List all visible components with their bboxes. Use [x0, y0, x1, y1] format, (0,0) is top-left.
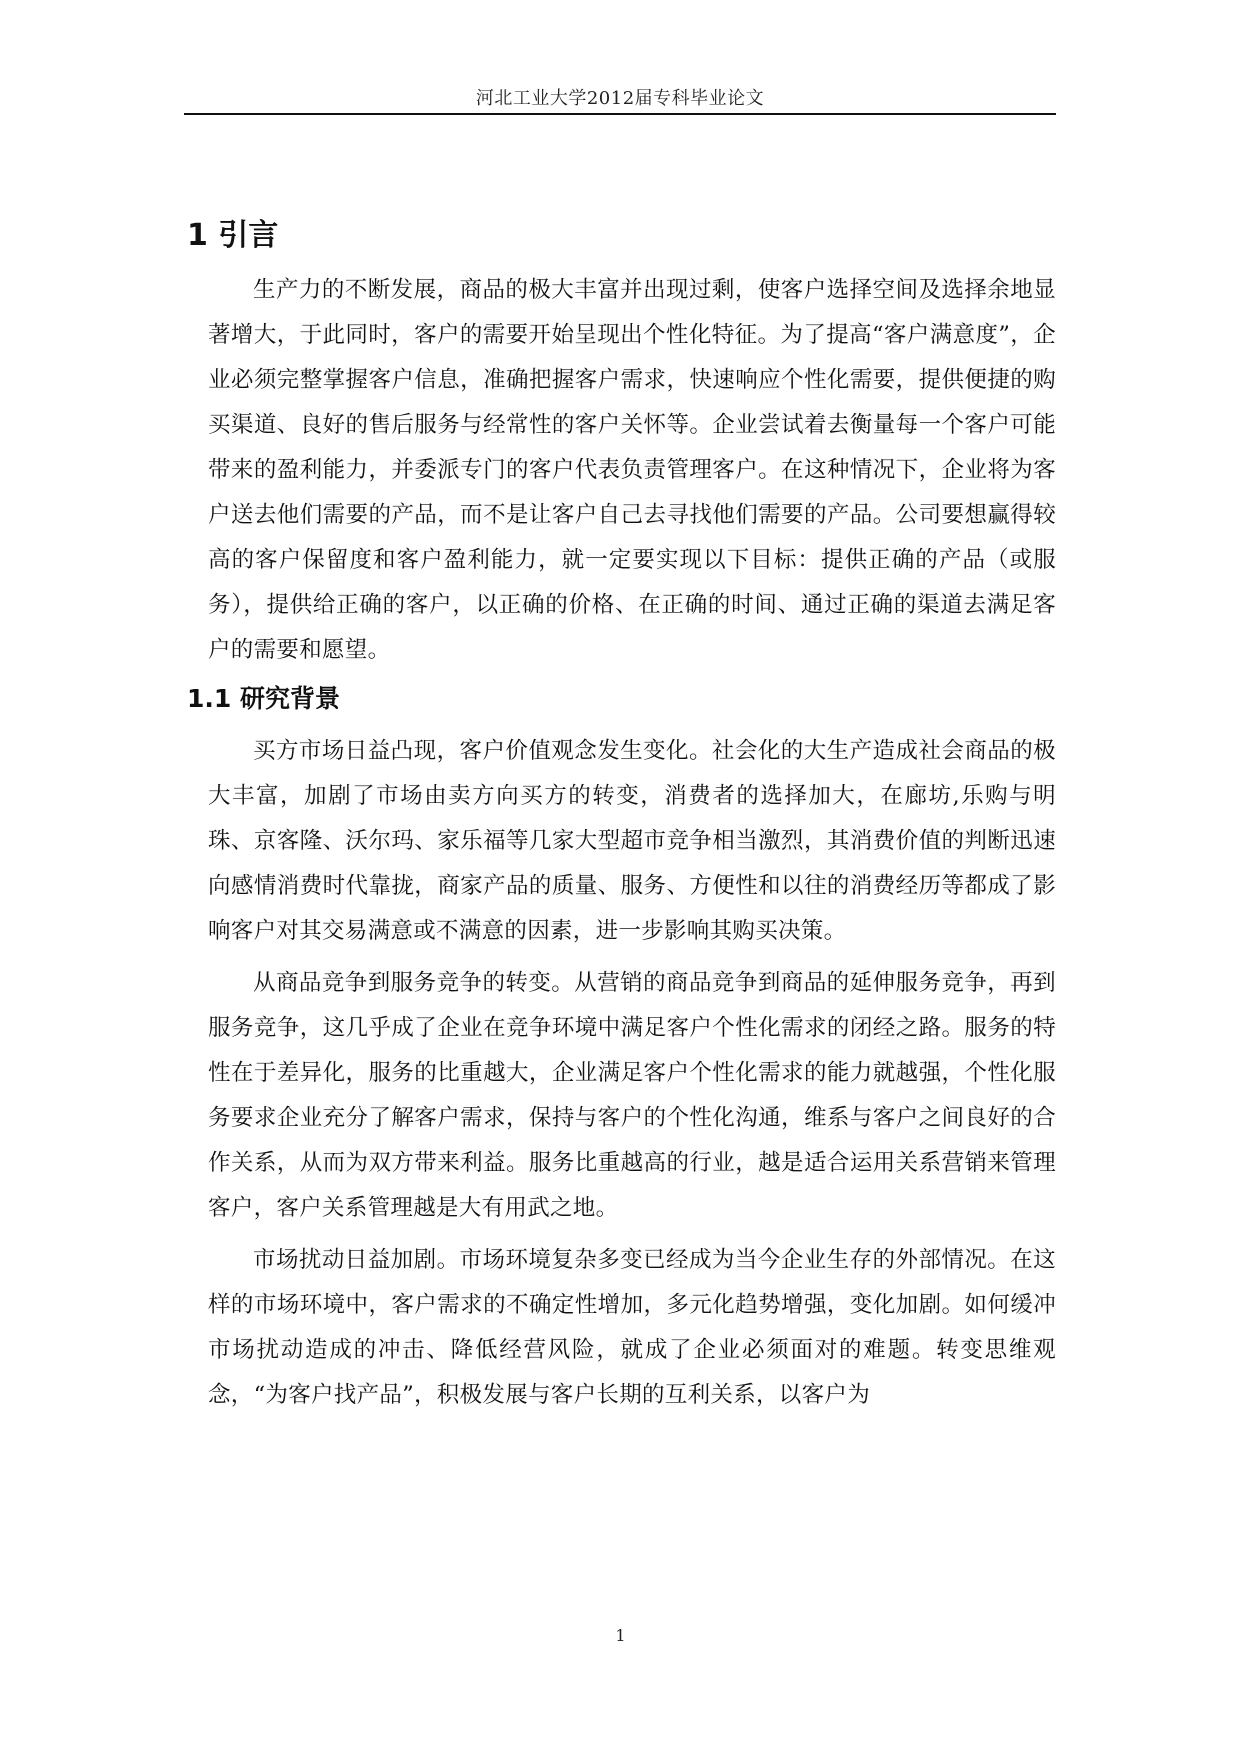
chapter-heading: 1 引言	[187, 218, 279, 253]
page-body	[187, 212, 1056, 1418]
page-number: 1	[615, 1626, 626, 1645]
background-paragraph-3: 市场扰动日益加剧。市场环境复杂多变已经成为当今企业生存的外部情况。在这样的市场环境中，客户需求的不确定性增加，多元化趋势增强，变化加剧。如何缓冲市场扰动造成的冲击、降低经营风险，就成了企业必须面对的难题。转变思维观念，“为客户找产品”，积极发展与客户长期的互利关系，以客户为	[208, 1247, 1056, 1408]
background-paragraph-1: 买方市场日益凸现，客户价值观念发生变化。社会化的大生产造成社会商品的极大丰富，加剧了市场由卖方向买方的转变，消费者的选择加大，在廊坊,乐购与明珠、京客隆、沃尔玛、家乐福等几家大型超市竞争相当激烈，其消费价值的判断迅速向感情消费时代靠拢，商家产品的质量、服务、方便性和以往的消费经历等都成了影响客户对其交易满意或不满意的因素，进一步影响其购买决策。	[208, 738, 1056, 944]
running-header: 河北工业大学2012届专科毕业论文	[475, 88, 765, 109]
intro-paragraph: 生产力的不断发展，商品的极大丰富并出现过剩，使客户选择空间及选择余地显著增大，于此同时，客户的需要开始呈现出个性化特征。为了提高“客户满意度”，企业必须完整掌握客户信息，准确把握客户需求，快速响应个性化需要，提供便捷的购买渠道、良好的售后服务与经常性的客户关怀等。企业尝试着去衡量每一个客户可能带来的盈利能力，并委派专门的客户代表负责管理客户。在这种情况下，企业将为客户送去他们需要的产品，而不是让客户自己去寻找他们需要的产品。公司要想赢得较高的客户保留度和客户盈利能力，就一定要实现以下目标：提供正确的产品（或服务），提供给正确的客户，以正确的价格、在正确的时间、通过正确的渠道去满足客户的需要和愿望。	[208, 277, 1056, 663]
section-heading: 1.1 研究背景	[187, 684, 340, 713]
header-rule	[184, 113, 1056, 115]
background-paragraph-2: 从商品竞争到服务竞争的转变。从营销的商品竞争到商品的延伸服务竞争，再到服务竞争，这几乎成了企业在竞争环境中满足客户个性化需求的闭经之路。服务的特性在于差异化，服务的比重越大，企业满足客户个性化需求的能力就越强，个性化服务要求企业充分了解客户需求，保持与客户的个性化沟通，维系与客户之间良好的合作关系，从而为双方带来利益。服务比重越高的行业，越是适合运用关系营销来管理客户，客户关系管理越是大有用武之地。	[208, 970, 1056, 1221]
